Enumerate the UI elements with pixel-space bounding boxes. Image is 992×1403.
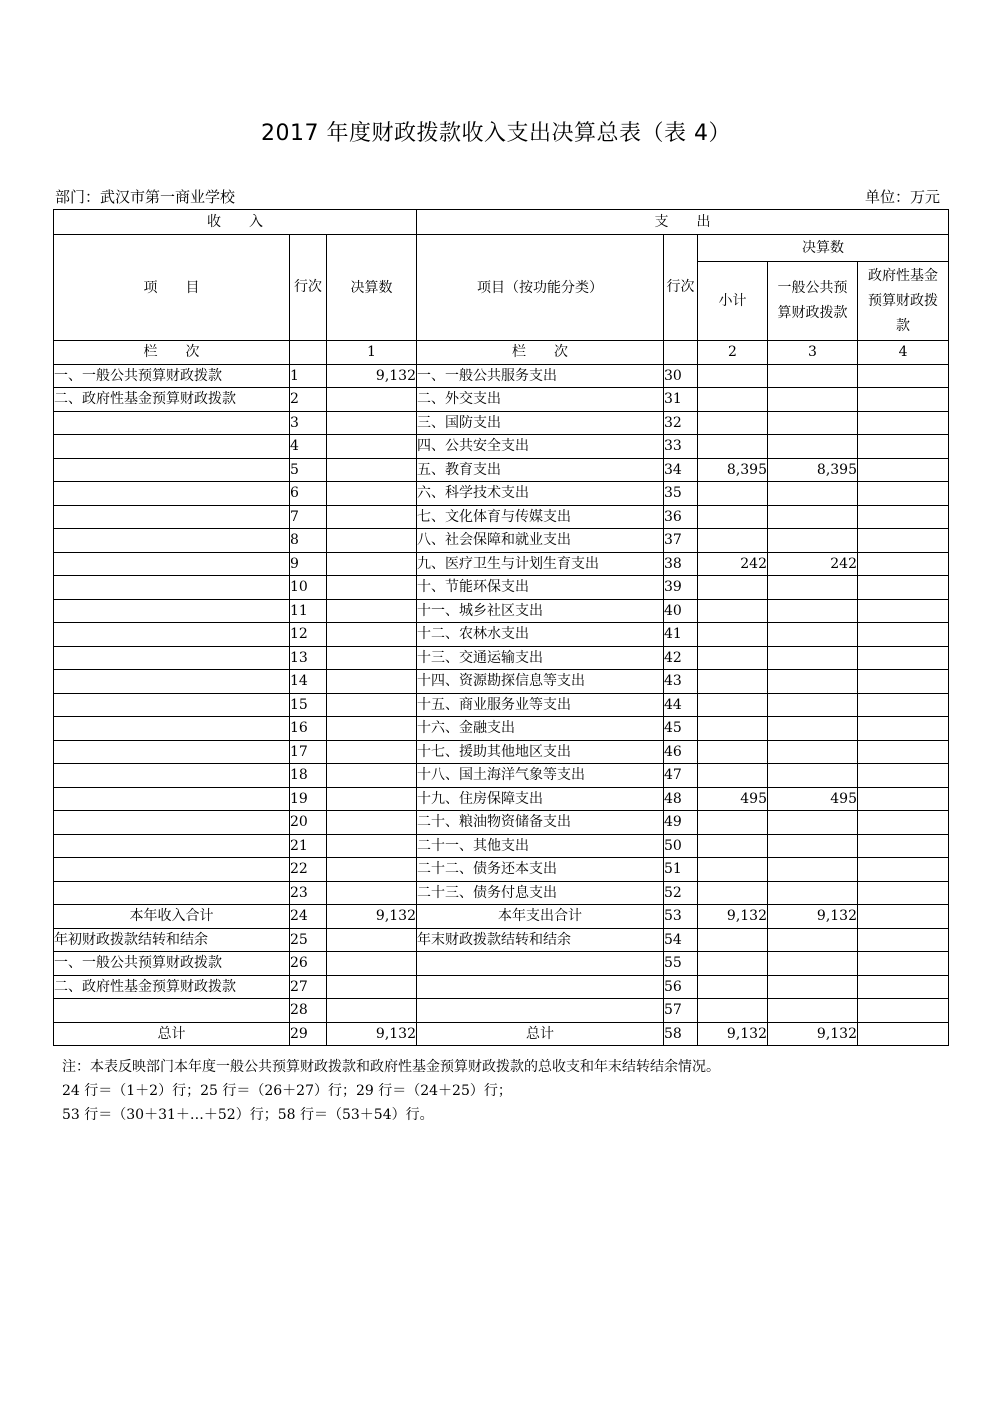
- table-row: [54, 505, 949, 529]
- income-amount-cell: [327, 717, 417, 741]
- fund-budget-cell: [858, 482, 949, 506]
- general-budget-cell: [768, 646, 858, 670]
- subtotal-cell: [698, 623, 768, 647]
- empty-cell: [664, 341, 698, 365]
- fund-budget-cell: [858, 435, 949, 459]
- expense-item-cell: 三、国防支出: [417, 411, 664, 435]
- income-row-no-cell: 23: [290, 881, 327, 905]
- subtotal-header: 小计: [698, 262, 768, 341]
- income-amount-cell: 9,132: [327, 905, 417, 929]
- table-row: [54, 999, 949, 1023]
- expense-row-no-header: 行次: [664, 235, 698, 341]
- expense-amount-header: 决算数: [698, 235, 949, 262]
- income-row-no-cell: 27: [290, 975, 327, 999]
- income-item-cell: 二、政府性基金预算财政拨款: [54, 975, 290, 999]
- subtotal-cell: [698, 811, 768, 835]
- income-amount-cell: [327, 670, 417, 694]
- general-budget-cell: [768, 881, 858, 905]
- fund-budget-cell: [858, 811, 949, 835]
- subtotal-cell: [698, 646, 768, 670]
- general-budget-cell: [768, 952, 858, 976]
- table-row: [54, 787, 949, 811]
- table-row: [54, 717, 949, 741]
- income-row-no-cell: 18: [290, 764, 327, 788]
- expense-item-cell: 二十三、债务付息支出: [417, 881, 664, 905]
- expense-item-cell: 十一、城乡社区支出: [417, 599, 664, 623]
- income-row-no-cell: 13: [290, 646, 327, 670]
- general-budget-cell: [768, 693, 858, 717]
- table-row: [54, 1022, 949, 1046]
- income-row-no-cell: 9: [290, 552, 327, 576]
- subtotal-cell: [698, 435, 768, 459]
- income-item-header: 项 目: [54, 235, 290, 341]
- expense-item-cell: 四、公共安全支出: [417, 435, 664, 459]
- table-row: [54, 599, 949, 623]
- income-amount-cell: [327, 834, 417, 858]
- table-row: [54, 364, 949, 388]
- income-row-no-cell: 8: [290, 529, 327, 553]
- income-row-no-cell: 21: [290, 834, 327, 858]
- expense-item-cell: 十九、住房保障支出: [417, 787, 664, 811]
- general-budget-cell: [768, 764, 858, 788]
- table-row: [54, 740, 949, 764]
- income-item-cell: [54, 576, 290, 600]
- expense-item-cell: 十二、农林水支出: [417, 623, 664, 647]
- general-budget-cell: 9,132: [768, 1022, 858, 1046]
- income-item-cell: 二、政府性基金预算财政拨款: [54, 388, 290, 412]
- income-item-cell: [54, 505, 290, 529]
- expense-item-cell: 八、社会保障和就业支出: [417, 529, 664, 553]
- table-row: [54, 858, 949, 882]
- footnote-line: 24 行＝（1＋2）行；25 行＝（26＋27）行；29 行＝（24＋25）行；: [62, 1083, 512, 1099]
- income-amount-cell: [327, 576, 417, 600]
- income-section-header: 收 入: [54, 210, 417, 235]
- income-row-no-cell: 17: [290, 740, 327, 764]
- income-row-no-cell: 22: [290, 858, 327, 882]
- expense-row-no-cell: 38: [664, 552, 698, 576]
- footnote-line: 注：本表反映部门本年度一般公共预算财政拨款和政府性基金预算财政拨款的总收支和年末结转结余情况。: [62, 1059, 720, 1075]
- income-row-no-cell: 10: [290, 576, 327, 600]
- income-item-cell: [54, 811, 290, 835]
- expense-row-no-cell: 50: [664, 834, 698, 858]
- general-budget-cell: 242: [768, 552, 858, 576]
- income-row-no-cell: 19: [290, 787, 327, 811]
- income-amount-cell: [327, 928, 417, 952]
- expense-row-no-cell: 33: [664, 435, 698, 459]
- table-row: [54, 693, 949, 717]
- subtotal-cell: [698, 529, 768, 553]
- subtotal-cell: [698, 952, 768, 976]
- subtotal-cell: [698, 928, 768, 952]
- income-amount-cell: [327, 858, 417, 882]
- department-label: 部门：武汉市第一商业学校: [55, 188, 236, 206]
- expense-item-cell: 二十、粮油物资储备支出: [417, 811, 664, 835]
- income-amount-cell: [327, 787, 417, 811]
- column-index-label-expense: 栏 次: [417, 341, 664, 365]
- general-budget-cell: 495: [768, 787, 858, 811]
- income-amount-cell: [327, 952, 417, 976]
- income-item-cell: 一、一般公共预算财政拨款: [54, 952, 290, 976]
- income-row-no-cell: 12: [290, 623, 327, 647]
- income-row-no-cell: 20: [290, 811, 327, 835]
- income-item-cell: [54, 670, 290, 694]
- income-row-no-cell: 29: [290, 1022, 327, 1046]
- income-amount-cell: [327, 623, 417, 647]
- expense-row-no-cell: 43: [664, 670, 698, 694]
- general-budget-cell: [768, 576, 858, 600]
- fund-budget-cell: [858, 552, 949, 576]
- income-row-no-cell: 1: [290, 364, 327, 388]
- expense-row-no-cell: 56: [664, 975, 698, 999]
- fund-budget-cell: [858, 834, 949, 858]
- income-row-no-cell: 16: [290, 717, 327, 741]
- general-budget-cell: [768, 388, 858, 412]
- table-row: [54, 811, 949, 835]
- fund-budget-cell: [858, 975, 949, 999]
- expense-row-no-cell: 53: [664, 905, 698, 929]
- general-budget-cell: [768, 858, 858, 882]
- expense-row-no-cell: 37: [664, 529, 698, 553]
- income-row-no-cell: 4: [290, 435, 327, 459]
- fund-budget-cell: [858, 505, 949, 529]
- table-row: [54, 646, 949, 670]
- subtotal-cell: [698, 482, 768, 506]
- income-amount-cell: [327, 552, 417, 576]
- expense-row-no-cell: 44: [664, 693, 698, 717]
- income-item-cell: [54, 482, 290, 506]
- subtotal-cell: [698, 740, 768, 764]
- table-row: [54, 388, 949, 412]
- expense-item-cell: 七、文化体育与传媒支出: [417, 505, 664, 529]
- column-index-2: 2: [698, 341, 768, 365]
- expense-item-cell: [417, 975, 664, 999]
- table-row: [54, 952, 949, 976]
- general-budget-cell: [768, 482, 858, 506]
- table-row: [54, 764, 949, 788]
- income-amount-cell: [327, 411, 417, 435]
- table-row: [54, 552, 949, 576]
- table-row: [54, 905, 949, 929]
- expense-row-no-cell: 45: [664, 717, 698, 741]
- fund-budget-cell: [858, 388, 949, 412]
- income-row-no-cell: 3: [290, 411, 327, 435]
- expense-section-header: 支 出: [417, 210, 949, 235]
- fund-budget-cell: [858, 787, 949, 811]
- expense-row-no-cell: 32: [664, 411, 698, 435]
- expense-item-cell: 十八、国土海洋气象等支出: [417, 764, 664, 788]
- page-title: 2017 年度财政拨款收入支出决算总表（表 4）: [261, 121, 731, 146]
- income-row-no-cell: 14: [290, 670, 327, 694]
- income-row-no-cell: 11: [290, 599, 327, 623]
- budget-table: [53, 209, 949, 1046]
- income-amount-cell: [327, 811, 417, 835]
- income-item-cell: 一、一般公共预算财政拨款: [54, 364, 290, 388]
- expense-item-cell: 十、节能环保支出: [417, 576, 664, 600]
- subtotal-cell: [698, 975, 768, 999]
- subtotal-cell: [698, 364, 768, 388]
- fund-budget-cell: [858, 693, 949, 717]
- general-budget-cell: [768, 999, 858, 1023]
- expense-row-no-cell: 55: [664, 952, 698, 976]
- income-amount-cell: [327, 435, 417, 459]
- income-row-no-cell: 7: [290, 505, 327, 529]
- income-item-cell: [54, 623, 290, 647]
- income-item-cell: [54, 646, 290, 670]
- subtotal-cell: 9,132: [698, 905, 768, 929]
- expense-item-cell: [417, 999, 664, 1023]
- subtotal-cell: [698, 576, 768, 600]
- expense-row-no-cell: 48: [664, 787, 698, 811]
- table-row: [54, 482, 949, 506]
- income-row-no-cell: 5: [290, 458, 327, 482]
- empty-cell: [290, 341, 327, 365]
- expense-row-no-cell: 30: [664, 364, 698, 388]
- income-amount-cell: [327, 482, 417, 506]
- income-item-cell: [54, 411, 290, 435]
- table-row: [54, 975, 949, 999]
- income-item-cell: [54, 834, 290, 858]
- income-item-cell: [54, 881, 290, 905]
- fund-budget-cell: [858, 458, 949, 482]
- general-budget-cell: [768, 834, 858, 858]
- subtotal-cell: [698, 693, 768, 717]
- expense-item-cell: [417, 952, 664, 976]
- fund-budget-cell: [858, 905, 949, 929]
- table-row: [54, 529, 949, 553]
- expense-row-no-cell: 49: [664, 811, 698, 835]
- income-amount-cell: [327, 881, 417, 905]
- income-item-cell: [54, 599, 290, 623]
- fund-budget-cell: [858, 1022, 949, 1046]
- income-amount-cell: [327, 599, 417, 623]
- general-budget-cell: [768, 599, 858, 623]
- general-budget-cell: [768, 505, 858, 529]
- general-budget-cell: [768, 975, 858, 999]
- expense-item-cell: 一、一般公共服务支出: [417, 364, 664, 388]
- expense-item-cell: 十三、交通运输支出: [417, 646, 664, 670]
- income-item-cell: [54, 717, 290, 741]
- subtotal-cell: [698, 670, 768, 694]
- income-row-no-cell: 24: [290, 905, 327, 929]
- subtotal-cell: [698, 717, 768, 741]
- subtotal-cell: [698, 764, 768, 788]
- expense-row-no-cell: 31: [664, 388, 698, 412]
- unit-label: 单位：万元: [864, 188, 940, 206]
- column-index-1: 1: [327, 341, 417, 365]
- general-budget-cell: [768, 529, 858, 553]
- general-budget-cell: [768, 717, 858, 741]
- expense-row-no-cell: 42: [664, 646, 698, 670]
- income-amount-cell: 9,132: [327, 364, 417, 388]
- income-amount-cell: 9,132: [327, 1022, 417, 1046]
- income-amount-cell: [327, 693, 417, 717]
- fund-budget-cell: [858, 717, 949, 741]
- column-index-3: 3: [768, 341, 858, 365]
- footnote-line: 53 行＝（30＋31＋…＋52）行；58 行＝（53＋54）行。: [62, 1107, 434, 1123]
- subtotal-cell: 242: [698, 552, 768, 576]
- subtotal-cell: [698, 834, 768, 858]
- general-budget-cell: 8,395: [768, 458, 858, 482]
- income-item-cell: [54, 693, 290, 717]
- income-item-cell: [54, 552, 290, 576]
- general-budget-cell: [768, 623, 858, 647]
- expense-item-cell: 总计: [417, 1022, 664, 1046]
- expense-row-no-cell: 36: [664, 505, 698, 529]
- general-budget-cell: [768, 435, 858, 459]
- general-budget-cell: [768, 811, 858, 835]
- income-item-cell: [54, 740, 290, 764]
- general-budget-cell: [768, 740, 858, 764]
- expense-row-no-cell: 34: [664, 458, 698, 482]
- header-row-sections: [54, 210, 949, 235]
- expense-item-cell: 十七、援助其他地区支出: [417, 740, 664, 764]
- footnotes: [62, 1055, 720, 1127]
- fund-budget-cell: [858, 999, 949, 1023]
- table-row: [54, 623, 949, 647]
- expense-row-no-cell: 57: [664, 999, 698, 1023]
- income-item-cell: [54, 529, 290, 553]
- expense-row-no-cell: 46: [664, 740, 698, 764]
- expense-item-cell: 十六、金融支出: [417, 717, 664, 741]
- income-row-no-cell: 2: [290, 388, 327, 412]
- subtotal-cell: [698, 858, 768, 882]
- fund-budget-cell: [858, 411, 949, 435]
- income-row-no-cell: 26: [290, 952, 327, 976]
- expense-item-cell: 六、科学技术支出: [417, 482, 664, 506]
- table-row: [54, 435, 949, 459]
- income-amount-cell: [327, 388, 417, 412]
- subtotal-cell: 9,132: [698, 1022, 768, 1046]
- income-amount-cell: [327, 529, 417, 553]
- column-index-row: [54, 341, 949, 365]
- table-row: [54, 411, 949, 435]
- expense-item-cell: 二十二、债务还本支出: [417, 858, 664, 882]
- fund-budget-cell: [858, 576, 949, 600]
- income-item-cell: 总计: [54, 1022, 290, 1046]
- fund-budget-header: 政府性基金预算财政拨款: [858, 262, 949, 341]
- income-row-no-header: 行次: [290, 235, 327, 341]
- income-item-cell: 年初财政拨款结转和结余: [54, 928, 290, 952]
- income-item-cell: [54, 435, 290, 459]
- subtotal-cell: [698, 881, 768, 905]
- expense-item-cell: 五、教育支出: [417, 458, 664, 482]
- fund-budget-cell: [858, 364, 949, 388]
- income-amount-cell: [327, 458, 417, 482]
- income-amount-cell: [327, 505, 417, 529]
- expense-row-no-cell: 41: [664, 623, 698, 647]
- column-index-4: 4: [858, 341, 949, 365]
- fund-budget-cell: [858, 623, 949, 647]
- income-item-cell: [54, 787, 290, 811]
- expense-item-cell: 本年支出合计: [417, 905, 664, 929]
- fund-budget-cell: [858, 740, 949, 764]
- expense-item-header: 项目（按功能分类）: [417, 235, 664, 341]
- income-row-no-cell: 25: [290, 928, 327, 952]
- expense-row-no-cell: 51: [664, 858, 698, 882]
- expense-row-no-cell: 54: [664, 928, 698, 952]
- income-item-cell: [54, 858, 290, 882]
- fund-budget-cell: [858, 764, 949, 788]
- general-budget-cell: [768, 364, 858, 388]
- subtotal-cell: 8,395: [698, 458, 768, 482]
- income-amount-cell: [327, 646, 417, 670]
- fund-budget-cell: [858, 881, 949, 905]
- income-item-cell: [54, 458, 290, 482]
- general-budget-cell: [768, 670, 858, 694]
- income-amount-header: 决算数: [327, 235, 417, 341]
- income-item-cell: [54, 999, 290, 1023]
- expense-row-no-cell: 52: [664, 881, 698, 905]
- fund-budget-cell: [858, 599, 949, 623]
- fund-budget-cell: [858, 952, 949, 976]
- general-budget-cell: [768, 411, 858, 435]
- header-row-1: [54, 235, 949, 262]
- expense-item-cell: 年末财政拨款结转和结余: [417, 928, 664, 952]
- income-item-cell: 本年收入合计: [54, 905, 290, 929]
- income-amount-cell: [327, 999, 417, 1023]
- expense-row-no-cell: 35: [664, 482, 698, 506]
- income-row-no-cell: 15: [290, 693, 327, 717]
- table-row: [54, 881, 949, 905]
- fund-budget-cell: [858, 928, 949, 952]
- expense-item-cell: 二、外交支出: [417, 388, 664, 412]
- income-amount-cell: [327, 740, 417, 764]
- expense-row-no-cell: 58: [664, 1022, 698, 1046]
- expense-item-cell: 十五、商业服务业等支出: [417, 693, 664, 717]
- table-row: [54, 928, 949, 952]
- expense-row-no-cell: 47: [664, 764, 698, 788]
- fund-budget-cell: [858, 858, 949, 882]
- fund-budget-cell: [858, 646, 949, 670]
- subtotal-cell: [698, 999, 768, 1023]
- expense-item-cell: 十四、资源勘探信息等支出: [417, 670, 664, 694]
- expense-item-cell: 二十一、其他支出: [417, 834, 664, 858]
- income-row-no-cell: 28: [290, 999, 327, 1023]
- column-index-label: 栏 次: [54, 341, 290, 365]
- subtotal-cell: [698, 411, 768, 435]
- subtotal-cell: [698, 388, 768, 412]
- general-budget-cell: 9,132: [768, 905, 858, 929]
- income-amount-cell: [327, 764, 417, 788]
- fund-budget-cell: [858, 529, 949, 553]
- expense-item-cell: 九、医疗卫生与计划生育支出: [417, 552, 664, 576]
- expense-row-no-cell: 39: [664, 576, 698, 600]
- income-row-no-cell: 6: [290, 482, 327, 506]
- subtotal-cell: [698, 505, 768, 529]
- general-budget-header: 一般公共预算财政拨款: [768, 262, 858, 341]
- subtotal-cell: [698, 599, 768, 623]
- table-row: [54, 576, 949, 600]
- table-row: [54, 670, 949, 694]
- table-row: [54, 834, 949, 858]
- table-row: [54, 458, 949, 482]
- subtotal-cell: 495: [698, 787, 768, 811]
- income-item-cell: [54, 764, 290, 788]
- fund-budget-cell: [858, 670, 949, 694]
- general-budget-cell: [768, 928, 858, 952]
- expense-row-no-cell: 40: [664, 599, 698, 623]
- income-amount-cell: [327, 975, 417, 999]
